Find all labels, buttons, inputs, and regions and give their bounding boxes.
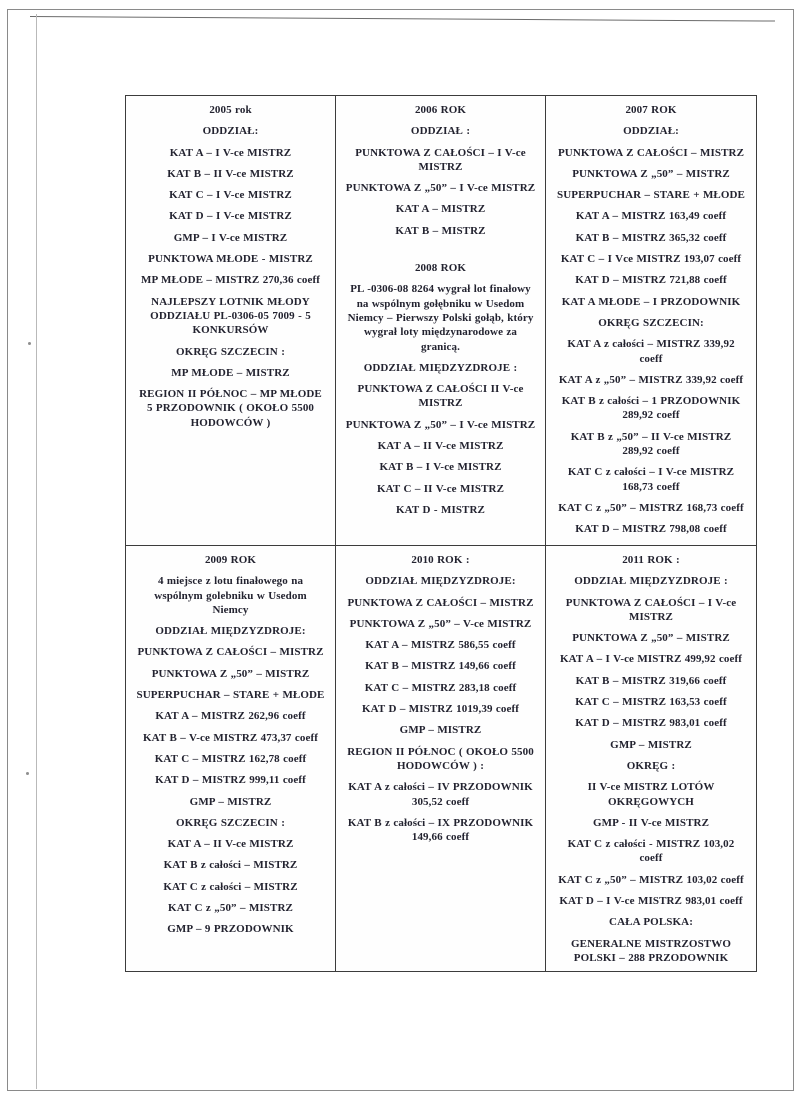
achievement-line: KAT D – MISTRZ 1019,39 coeff bbox=[361, 703, 520, 716]
achievement-line: KAT A – II V-ce MISTRZ bbox=[377, 440, 504, 453]
achievement-line: GMP – I V-ce MISTRZ bbox=[173, 231, 288, 244]
achievement-line: PUNKTOWA Z „50” – I V-ce MISTRZ bbox=[345, 182, 536, 195]
achievement-line: KAT B z całości – MISTRZ bbox=[163, 859, 298, 872]
achievements-table bbox=[125, 95, 757, 972]
achievement-line: KAT A – MISTRZ 262,96 coeff bbox=[155, 710, 306, 723]
achievement-line: OKRĘG SZCZECIN : bbox=[176, 345, 285, 358]
year-cell-2010 bbox=[336, 546, 546, 971]
achievement-line: ODDZIAŁ MIĘDZYZDROJE : bbox=[363, 361, 518, 374]
achievement-line: CAŁA POLSKA: bbox=[609, 916, 693, 929]
achievement-line: GMP - II V-ce MISTRZ bbox=[592, 816, 710, 829]
achievement-line: ODDZIAŁ MIĘDZYZDROJE : bbox=[574, 575, 728, 588]
achievement-line: PUNKTOWA Z „50” – MISTRZ bbox=[572, 632, 730, 645]
achievement-line: GMP – MISTRZ bbox=[610, 738, 692, 751]
achievement-line: REGION II PÓŁNOC ( OKOŁO 5500 HODOWCÓW ) : bbox=[347, 745, 534, 772]
achievement-line: PUNKTOWA Z CAŁOŚCI II V-ce MISTRZ bbox=[357, 383, 524, 410]
achievement-line: 2006 ROK bbox=[414, 104, 467, 116]
achievement-line: SUPERPUCHAR – STARE + MŁODE bbox=[557, 189, 745, 202]
achievement-line: KAT C z „50” – MISTRZ 168,73 coeff bbox=[558, 501, 744, 514]
achievement-line: PUNKTOWA MŁODE - MISTRZ bbox=[148, 253, 313, 266]
achievement-line: 2007 ROK bbox=[625, 104, 677, 116]
achievement-line: KAT C z całości – MISTRZ bbox=[163, 880, 298, 893]
achievement-line: PUNKTOWA Z CAŁOŚCI – MISTRZ bbox=[347, 596, 534, 609]
achievement-line: PUNKTOWA Z CAŁOŚCI – I V-ce MISTRZ bbox=[565, 596, 737, 623]
achievement-line: KAT B – V-ce MISTRZ 473,37 coeff bbox=[143, 731, 318, 744]
achievement-line: PUNKTOWA Z „50” – V-ce MISTRZ bbox=[349, 617, 532, 630]
achievement-line: REGION II PÓŁNOC – MP MŁODE 5 PRZODOWNIK ( OKOŁO 5500 HODOWCÓW ) bbox=[139, 388, 322, 429]
achievement-line: PUNKTOWA Z „50” – MISTRZ bbox=[151, 667, 310, 680]
achievement-line: KAT A – I V-ce MISTRZ bbox=[169, 146, 292, 159]
achievement-line: ODDZIAŁ MIĘDZYZDROJE: bbox=[365, 575, 516, 588]
achievement-line: KAT C – I Vce MISTRZ 193,07 coeff bbox=[560, 253, 742, 266]
achievement-line: KAT B – MISTRZ bbox=[395, 224, 486, 237]
scan-top-edge-line bbox=[30, 16, 775, 22]
achievement-line: KAT D – MISTRZ 983,01 coeff bbox=[575, 717, 727, 730]
year-cell-2007 bbox=[546, 96, 756, 546]
achievement-line: GMP – MISTRZ bbox=[399, 724, 482, 737]
achievement-line: 2009 ROK bbox=[204, 554, 257, 566]
achievement-line: ODDZIAŁ: bbox=[202, 125, 259, 138]
achievement-line: 2005 rok bbox=[209, 104, 252, 116]
achievement-line: 2010 ROK : bbox=[411, 554, 470, 566]
scan-left-edge-line bbox=[36, 14, 37, 1089]
achievement-line: KAT B – MISTRZ 365,32 coeff bbox=[575, 231, 727, 244]
entry-spacer bbox=[345, 245, 536, 261]
achievement-line: KAT A – MISTRZ 163,49 coeff bbox=[575, 210, 727, 223]
achievement-line: GENERALNE MISTRZOSTWO POLSKI – 288 PRZODOWNIK bbox=[571, 937, 731, 964]
achievement-line: KAT C z „50” – MISTRZ 103,02 coeff bbox=[558, 873, 744, 886]
achievement-line: KAT C – I V-ce MISTRZ bbox=[169, 189, 292, 202]
scan-speck bbox=[28, 342, 31, 345]
achievement-line: KAT D – I V-ce MISTRZ 983,01 coeff bbox=[559, 895, 743, 908]
achievement-line: KAT D - MISTRZ bbox=[396, 503, 485, 516]
achievement-line: KAT C – MISTRZ 283,18 coeff bbox=[364, 681, 517, 694]
achievement-line: KAT D – MISTRZ 721,88 coeff bbox=[575, 274, 727, 287]
achievement-line: KAT A z „50” – MISTRZ 339,92 coeff bbox=[558, 373, 744, 386]
achievement-line: KAT C – II V-ce MISTRZ bbox=[376, 482, 505, 495]
achievement-line: GMP – MISTRZ bbox=[189, 795, 272, 808]
achievement-line: KAT B – I V-ce MISTRZ bbox=[379, 461, 502, 474]
year-cell-2011 bbox=[546, 546, 756, 971]
achievement-line: GMP – 9 PRZODOWNIK bbox=[167, 923, 294, 936]
achievement-line: SUPERPUCHAR – STARE + MŁODE bbox=[136, 689, 325, 702]
achievement-line: II V-ce MISTRZ LOTÓW OKRĘGOWYCH bbox=[587, 781, 715, 808]
achievement-line: PL -0306-08 8264 wygrał lot finałowy na wspólnym gołębniku w Usedom Niemcy – Pierwszy Polski gołąb, który wygrał loty międzynarodowe za granicą. bbox=[347, 283, 534, 353]
achievement-line: KAT A – I V-ce MISTRZ 499,92 coeff bbox=[559, 653, 743, 666]
achievement-line: KAT A MŁODE – I PRZODOWNIK bbox=[561, 295, 741, 308]
achievement-line: NAJLEPSZY LOTNIK MŁODY ODDZIAŁU PL-0306-05 7009 - 5 KONKURSÓW bbox=[150, 295, 311, 337]
achievement-line: 2008 ROK bbox=[414, 262, 467, 275]
achievement-line: KAT B – MISTRZ 319,66 coeff bbox=[575, 674, 727, 687]
achievement-line: KAT C z całości - MISTRZ 103,02 coeff bbox=[567, 838, 735, 865]
achievement-line: KAT C z całości – I V-ce MISTRZ 168,73 coeff bbox=[567, 466, 735, 493]
achievement-line: KAT A – MISTRZ bbox=[395, 203, 486, 216]
achievement-line: PUNKTOWA Z CAŁOŚCI – MISTRZ bbox=[557, 146, 745, 159]
year-cell-2006-2008 bbox=[336, 96, 546, 546]
achievement-line: PUNKTOWA Z CAŁOŚCI – MISTRZ bbox=[137, 646, 324, 659]
achievement-line: OKRĘG SZCZECIN: bbox=[598, 316, 704, 329]
achievement-line: OKRĘG : bbox=[626, 759, 676, 772]
achievement-line: KAT B z całości – IX PRZODOWNIK 149,66 coeff bbox=[347, 816, 534, 844]
achievement-line: KAT C z „50” – MISTRZ bbox=[168, 902, 293, 915]
achievement-line: KAT B – II V-ce MISTRZ bbox=[167, 167, 294, 180]
achievement-line: 2011 ROK : bbox=[622, 554, 680, 566]
achievement-line: KAT B z całości – 1 PRZODOWNIK 289,92 coeff bbox=[561, 395, 741, 422]
achievement-line: ODDZIAŁ: bbox=[623, 125, 679, 138]
achievement-line: KAT D – I V-ce MISTRZ bbox=[169, 210, 292, 223]
achievement-line: KAT D – MISTRZ 798,08 coeff bbox=[575, 523, 727, 536]
year-cell-2005 bbox=[126, 96, 336, 546]
achievement-line: OKRĘG SZCZECIN : bbox=[176, 816, 285, 829]
achievement-line: KAT B – MISTRZ 149,66 coeff bbox=[365, 660, 516, 673]
achievement-line: KAT A z całości – IV PRZODOWNIK 305,52 coeff bbox=[348, 781, 533, 808]
achievement-line: ODDZIAŁ MIĘDZYZDROJE: bbox=[155, 625, 306, 638]
achievement-line: KAT A – II V-ce MISTRZ bbox=[167, 838, 294, 851]
achievement-line: MP MŁODE – MISTRZ 270,36 coeff bbox=[140, 274, 321, 287]
achievement-line: MP MŁODE – MISTRZ bbox=[171, 366, 290, 379]
scan-speck bbox=[26, 772, 29, 775]
year-cell-2009 bbox=[126, 546, 336, 971]
achievement-line: KAT C – MISTRZ 163,53 coeff bbox=[575, 696, 727, 709]
achievement-line: KAT A – MISTRZ 586,55 coeff bbox=[365, 639, 516, 652]
achievement-line: ODDZIAŁ : bbox=[410, 125, 471, 138]
achievement-line: KAT C – MISTRZ 162,78 coeff bbox=[154, 752, 307, 765]
achievement-line: 4 miejsce z lotu finałowego na wspólnym golebniku w Usedom Niemcy bbox=[154, 575, 307, 616]
achievement-line: KAT D – MISTRZ 999,11 coeff bbox=[155, 774, 306, 787]
achievement-line: PUNKTOWA Z CAŁOŚCI – I V-ce MISTRZ bbox=[355, 146, 526, 173]
achievement-line: KAT B z „50” – II V-ce MISTRZ 289,92 coeff bbox=[570, 430, 732, 458]
achievement-line: KAT A z całości – MISTRZ 339,92 coeff bbox=[567, 338, 735, 365]
achievement-line: PUNKTOWA Z „50” – I V-ce MISTRZ bbox=[345, 418, 536, 431]
achievement-line: PUNKTOWA Z „50” – MISTRZ bbox=[572, 167, 730, 180]
